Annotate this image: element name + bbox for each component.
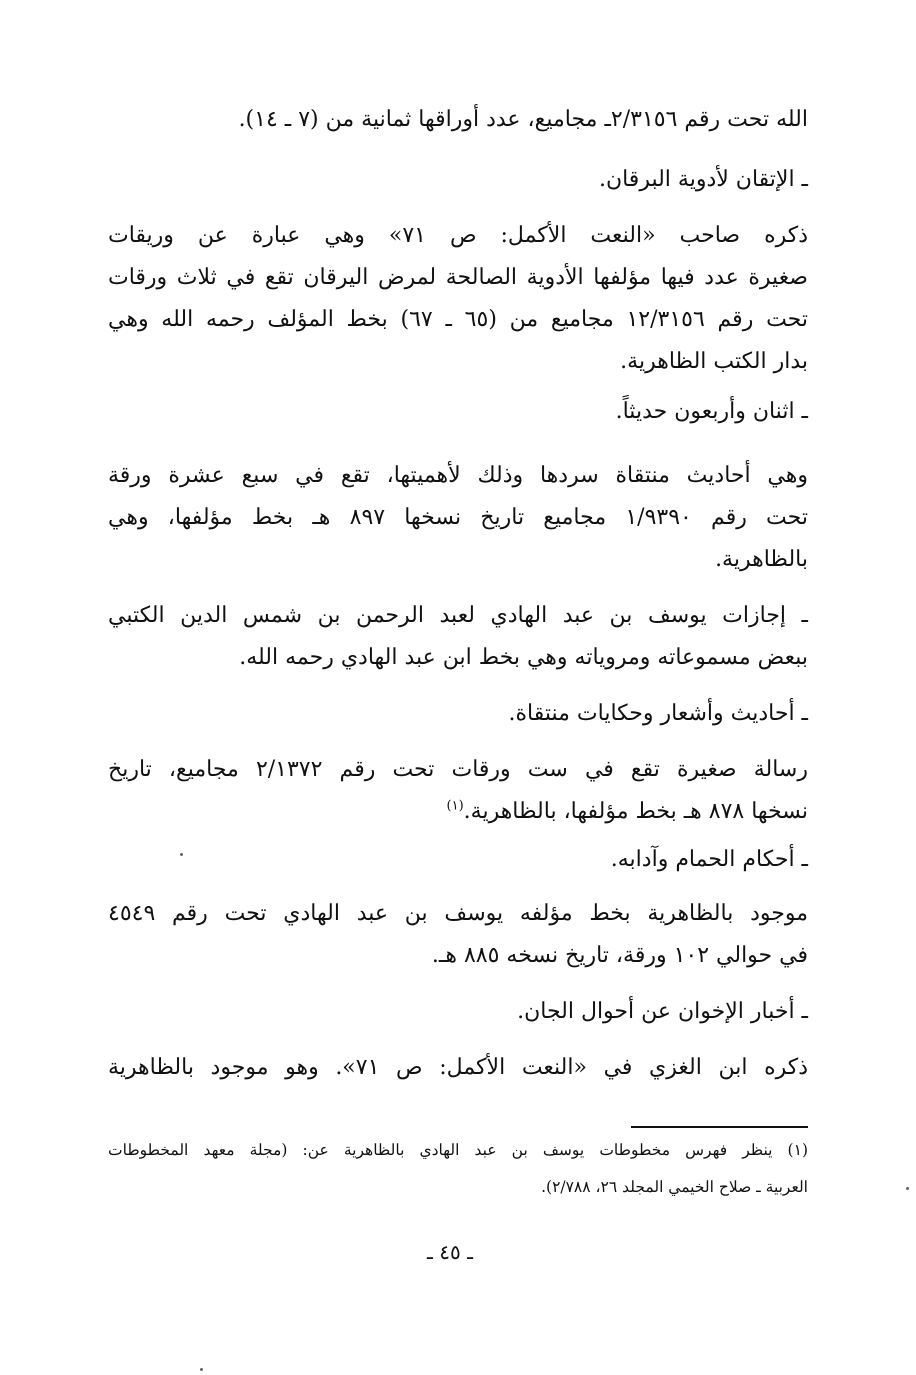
text-line: بدار الكتب الظاهرية. bbox=[620, 349, 808, 374]
text-line: صغيرة عدد فيها مؤلفها الأدوية الصالحة لمرض اليرقان تقع في ثلاث ورقات bbox=[108, 265, 808, 290]
text-line: رسالة صغيرة تقع في ست ورقات تحت رقم ٢/١٣٧٢ مجاميع، تاريخ bbox=[108, 757, 808, 782]
text-line: الله تحت رقم ٢/٣١٥٦ـ مجاميع، عدد أوراقها ثمانية من (٧ ـ ١٤). bbox=[238, 107, 808, 132]
footnote-reference: (١) bbox=[446, 798, 464, 814]
text-line: وهي أحاديث منتقاة سردها وذلك لأهميتها، تقع في سبع عشرة ورقة bbox=[108, 463, 808, 488]
text-line: في حوالي ١٠٢ ورقة، تاريخ نسخه ٨٨٥ هـ. bbox=[431, 943, 808, 968]
footnote-line: (١) ينظر فهرس مخطوطات يوسف بن عبد الهادي بالظاهرية عن: (مجلة معهد المخطوطات bbox=[108, 1141, 808, 1159]
footnote-separator bbox=[631, 1126, 808, 1128]
text-line: بالظاهرية. bbox=[715, 547, 808, 572]
entry-heading: ـ أخبار الإخوان عن أحوال الجان. bbox=[517, 999, 808, 1024]
entry-heading: ـ إجازات يوسف بن عبد الهادي لعبد الرحمن بن شمس الدين الكتبي bbox=[108, 603, 808, 628]
entry-heading: ـ اثنان وأربعون حديثاً. bbox=[615, 399, 808, 424]
text-line: ذكره ابن الغزي في «النعت الأكمل: ص ٧١». وهو موجود بالظاهرية bbox=[108, 1055, 809, 1080]
footnote-line: العربية ـ صلاح الخيمي المجلد ٢٦، ٢/٧٨٨). bbox=[541, 1178, 808, 1196]
text-line: تحت رقم ١٢/٣١٥٦ مجاميع من (٦٥ ـ ٦٧) بخط المؤلف رحمه الله وهي bbox=[108, 307, 808, 332]
entry-heading: ـ أحكام الحمام وآدابه. bbox=[610, 847, 808, 872]
entry-heading: ـ أحاديث وأشعار وحكايات منتقاة. bbox=[508, 701, 808, 726]
text-line: موجود بالظاهرية بخط مؤلفه يوسف بن عبد الهادي تحت رقم ٤٥٤٩ bbox=[108, 901, 808, 926]
text-line: تحت رقم ١/٩٣٩٠ مجاميع تاريخ نسخها ٨٩٧ هـ بخط مؤلفها، وهي bbox=[108, 505, 808, 530]
entry-heading: ببعض مسموعاته ومروياته وهي بخط ابن عبد الهادي رحمه الله. bbox=[239, 645, 808, 670]
scan-speck bbox=[180, 853, 183, 856]
text-span: نسخها ٨٧٨ هـ بخط مؤلفها، بالظاهرية. bbox=[463, 799, 808, 824]
text-line: ذكره صاحب «النعت الأكمل: ص ٧١» وهي عبارة عن وريقات bbox=[108, 223, 809, 248]
entry-heading: ـ الإتقان لأدوية البرقان. bbox=[598, 167, 808, 192]
page-number: ـ ٤٥ ـ bbox=[427, 1240, 473, 1264]
text-line bbox=[108, 798, 808, 827]
scan-speck bbox=[906, 1187, 909, 1190]
scan-speck bbox=[200, 1368, 203, 1371]
